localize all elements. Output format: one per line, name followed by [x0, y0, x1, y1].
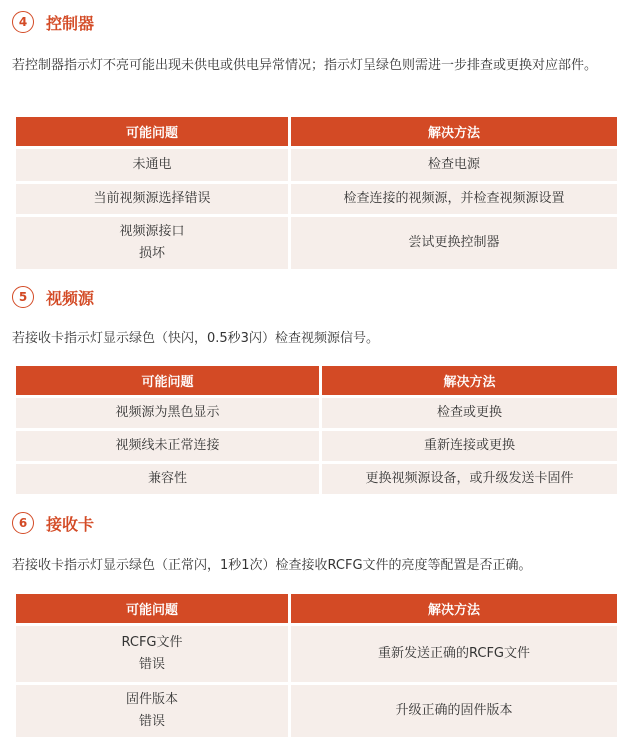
- section-number-badge: 5: [12, 286, 34, 308]
- table-header-row: [16, 594, 617, 623]
- solution-cell: 检查电源: [291, 149, 617, 181]
- table-row: [16, 626, 617, 682]
- troubleshooting-table-receiving-card: [13, 591, 620, 740]
- section-heading-controller: [12, 10, 94, 34]
- section-title: 视频源: [46, 288, 95, 308]
- header-possible-problem: 可能问题: [16, 117, 288, 146]
- problem-cell: 未通电: [16, 149, 288, 181]
- solution-cell: 更换视频源设备，或升级发送卡固件: [322, 464, 617, 494]
- table-header-row: [16, 366, 617, 395]
- troubleshooting-table-controller: [13, 114, 620, 272]
- solution-cell: 升级正确的固件版本: [291, 685, 617, 737]
- section-title: 控制器: [46, 13, 95, 33]
- header-solution: 解决方法: [291, 594, 617, 623]
- section-heading-receiving-card: [12, 511, 94, 535]
- table-row: [16, 398, 617, 428]
- troubleshooting-table-video-source: [13, 363, 620, 497]
- solution-cell: 重新连接或更换: [322, 431, 617, 461]
- table-row: [16, 217, 617, 269]
- section-number-badge: 4: [12, 11, 34, 33]
- section-description: 若接收卡指示灯显示绿色（正常闪，1秒1次）检查接收RCFG文件的亮度等配置是否正确。: [12, 558, 532, 573]
- problem-cell: 视频源为黑色显示: [16, 398, 319, 428]
- problem-cell: 视频线未正常连接: [16, 431, 319, 461]
- section-heading-video-source: [12, 285, 94, 309]
- problem-cell: 视频源接口 损坏: [16, 217, 288, 269]
- solution-cell: 尝试更换控制器: [291, 217, 617, 269]
- problem-cell: RCFG文件 错误: [16, 626, 288, 682]
- solution-cell: 检查连接的视频源，并检查视频源设置: [291, 184, 617, 214]
- problem-cell: 当前视频源选择错误: [16, 184, 288, 214]
- section-number-badge: 6: [12, 512, 34, 534]
- solution-cell: 检查或更换: [322, 398, 617, 428]
- header-possible-problem: 可能问题: [16, 366, 319, 395]
- table-header-row: [16, 117, 617, 146]
- table-row: [16, 685, 617, 737]
- table-row: [16, 464, 617, 494]
- section-description: 若接收卡指示灯显示绿色（快闪，0.5秒3闪）检查视频源信号。: [12, 331, 379, 346]
- section-title: 接收卡: [46, 514, 95, 534]
- header-possible-problem: 可能问题: [16, 594, 288, 623]
- header-solution: 解决方法: [291, 117, 617, 146]
- section-description: 若控制器指示灯不亮可能出现未供电或供电异常情况；指示灯呈绿色则需进一步排查或更换对应部件。: [12, 58, 598, 73]
- problem-cell: 固件版本 错误: [16, 685, 288, 737]
- table-row: [16, 149, 617, 181]
- header-solution: 解决方法: [322, 366, 617, 395]
- solution-cell: 重新发送正确的RCFG文件: [291, 626, 617, 682]
- table-row: [16, 184, 617, 214]
- problem-cell: 兼容性: [16, 464, 319, 494]
- table-row: [16, 431, 617, 461]
